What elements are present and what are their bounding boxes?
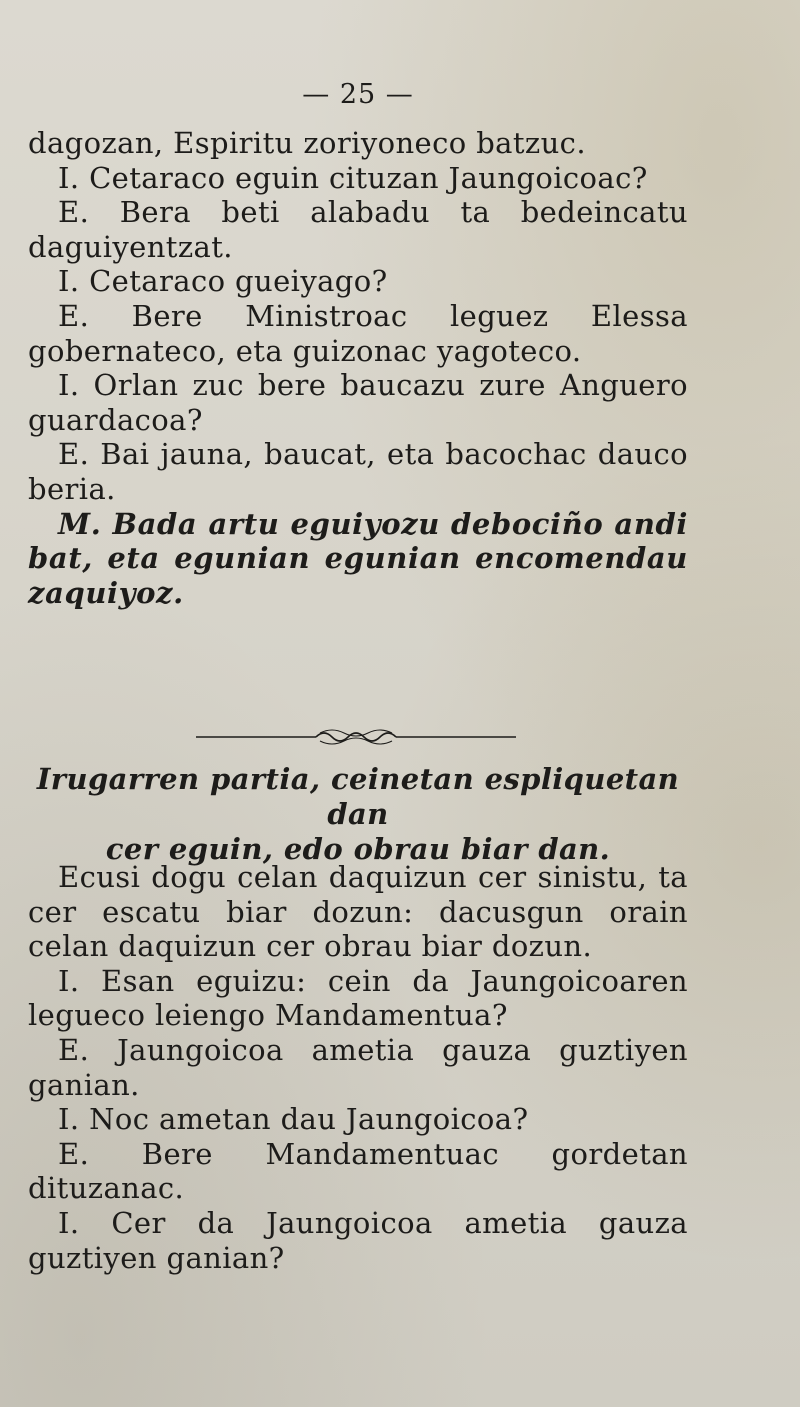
answer-paragraph: E. Bere Mandamentuac gordetan dituzanac. xyxy=(28,1136,688,1206)
question-paragraph: I. Cer da Jaungoicoa ametia gauza guztiyen ganian? xyxy=(28,1205,688,1275)
section-heading xyxy=(28,762,688,867)
answer-paragraph: E. Bai jauna, baucat, eta bacochac dauco beria. xyxy=(28,437,688,506)
page-number: — 25 — xyxy=(302,79,414,110)
question-paragraph: I. Orlan zuc bere baucazu zure Anguero guardacoa? xyxy=(28,368,688,437)
question-paragraph: I. Cetaraco gueiyago? xyxy=(58,264,388,299)
answer-paragraph: E. Bere Ministroac leguez Elessa gobernateco, eta guizonac yagoteco. xyxy=(28,298,688,368)
question-paragraph: I. Esan eguizu: cein da Jaungoicoaren legueco leiengo Mandamentua? xyxy=(28,963,688,1033)
answer-paragraph: E. Bera beti alabadu ta bedeincatu daguiyentzat. xyxy=(28,195,688,264)
catechism-section-one xyxy=(28,126,688,610)
question-paragraph: I. Noc ametan dau Jaungoicoa? xyxy=(58,1102,529,1137)
instruction-paragraph: M. Bada artu eguiyozu debociño andi bat, eta egunian egunian encomendau zaquiyoz. xyxy=(28,506,688,610)
ornamental-divider xyxy=(196,723,516,749)
answer-paragraph: E. Jaungoicoa ametia gauza guztiyen ganian. xyxy=(28,1032,688,1102)
intro-paragraph: Ecusi dogu celan daquizun cer sinistu, ta cer escatu biar dozun: dacusgun orain celan daquizun cer obrau biar dozun. xyxy=(28,860,688,964)
catechism-section-two xyxy=(28,860,688,1275)
question-paragraph: I. Cetaraco eguin cituzan Jaungoicoac? xyxy=(58,160,648,195)
book-page xyxy=(28,78,688,1378)
paragraph: dagozan, Espiritu zoriyoneco batzuc. xyxy=(28,126,586,160)
heading-line-1: Irugarren partia, ceinetan espliquetan dan xyxy=(36,762,680,831)
heading-line-2: cer eguin, edo obrau biar dan. xyxy=(105,832,611,866)
